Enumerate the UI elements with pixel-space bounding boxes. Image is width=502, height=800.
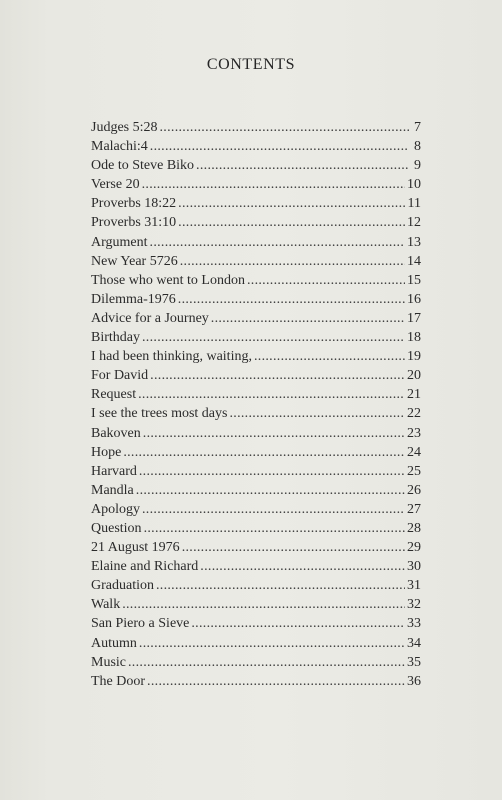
toc-entry-title: Birthday bbox=[91, 330, 140, 346]
toc-entry-title: Autumn bbox=[91, 635, 137, 651]
toc-entry-title: San Piero a Sieve bbox=[91, 616, 190, 632]
toc-entry-page-number: 28 bbox=[407, 520, 421, 536]
toc-entry-page-number: 32 bbox=[407, 597, 421, 613]
dot-leader bbox=[191, 614, 405, 633]
toc-entry-page-number: 30 bbox=[407, 559, 421, 575]
toc-entry-page-number: 24 bbox=[407, 444, 421, 460]
dot-leader bbox=[229, 404, 405, 423]
toc-entry bbox=[91, 194, 421, 213]
toc-entry-page-number: 27 bbox=[407, 501, 421, 517]
toc-entry-title: Harvard bbox=[91, 463, 137, 479]
toc-entry bbox=[91, 156, 421, 175]
toc-entry-title: Malachi:4 bbox=[91, 139, 148, 155]
toc-entry bbox=[91, 557, 421, 576]
toc-entry bbox=[91, 385, 421, 404]
dot-leader bbox=[150, 137, 409, 156]
toc-entry bbox=[91, 366, 421, 385]
toc-entry-title: I had been thinking, waiting, bbox=[91, 349, 252, 365]
toc-entry-title: Judges 5:28 bbox=[91, 120, 158, 135]
toc-entry-page-number: 7 bbox=[414, 120, 421, 135]
dot-leader bbox=[160, 118, 410, 137]
toc-entry bbox=[91, 309, 421, 328]
toc-entry bbox=[91, 213, 421, 232]
toc-entry bbox=[91, 595, 421, 614]
dot-leader bbox=[150, 366, 405, 385]
toc-entry-title: Mandla bbox=[91, 482, 134, 498]
toc-entry bbox=[91, 118, 421, 137]
dot-leader bbox=[196, 156, 409, 175]
toc-entry bbox=[91, 481, 421, 500]
toc-entry bbox=[91, 328, 421, 347]
toc-entry-page-number: 13 bbox=[407, 234, 421, 250]
toc-entry-page-number: 31 bbox=[407, 578, 421, 594]
dot-leader bbox=[142, 328, 405, 347]
toc-entry-title: Advice for a Journey bbox=[91, 310, 209, 326]
table-of-contents bbox=[91, 118, 421, 691]
dot-leader bbox=[123, 443, 405, 462]
toc-entry-page-number: 18 bbox=[407, 330, 421, 346]
toc-entry-page-number: 16 bbox=[407, 291, 421, 307]
toc-entry-title: Ode to Steve Biko bbox=[91, 158, 195, 174]
toc-entry-title: 21 August 1976 bbox=[91, 540, 180, 556]
toc-entry bbox=[91, 233, 421, 252]
dot-leader bbox=[178, 213, 405, 232]
toc-entry bbox=[91, 672, 421, 691]
toc-entry-title: Bakoven bbox=[91, 425, 141, 441]
toc-entry-page-number: 29 bbox=[407, 540, 421, 556]
toc-entry bbox=[91, 424, 421, 443]
toc-entry-page-number: 23 bbox=[407, 425, 421, 441]
toc-entry-title: The Door bbox=[91, 673, 146, 689]
toc-entry-page-number: 11 bbox=[407, 196, 421, 212]
toc-entry-page-number: 20 bbox=[407, 368, 421, 384]
dot-leader bbox=[200, 557, 405, 576]
toc-entry bbox=[91, 252, 421, 271]
dot-leader bbox=[128, 653, 405, 672]
toc-entry-page-number: 26 bbox=[407, 482, 421, 498]
contents-heading: CONTENTS bbox=[206, 56, 296, 73]
dot-leader bbox=[142, 500, 405, 519]
toc-entry-title: Verse 20 bbox=[91, 177, 140, 193]
toc-entry-title: Music bbox=[91, 654, 126, 670]
toc-entry-page-number: 22 bbox=[407, 406, 421, 422]
dot-leader bbox=[211, 309, 405, 328]
toc-entry-page-number: 17 bbox=[407, 310, 421, 326]
toc-entry-page-number: 21 bbox=[407, 387, 421, 403]
toc-entry bbox=[91, 290, 421, 309]
dot-leader bbox=[122, 595, 405, 614]
toc-entry bbox=[91, 462, 421, 481]
dot-leader bbox=[144, 519, 405, 538]
toc-entry bbox=[91, 653, 421, 672]
toc-entry bbox=[91, 576, 421, 595]
toc-entry-page-number: 33 bbox=[407, 616, 421, 632]
dot-leader bbox=[180, 252, 405, 271]
toc-entry-title: Apology bbox=[91, 501, 140, 517]
toc-entry bbox=[91, 443, 421, 462]
dot-leader bbox=[142, 175, 405, 194]
toc-entry-page-number: 15 bbox=[407, 272, 421, 288]
dot-leader bbox=[178, 290, 405, 309]
toc-entry bbox=[91, 519, 421, 538]
toc-entry-title: Elaine and Richard bbox=[91, 559, 199, 575]
toc-entry-page-number: 8 bbox=[414, 139, 421, 155]
toc-entry bbox=[91, 404, 421, 423]
toc-entry-page-number: 10 bbox=[407, 177, 421, 193]
toc-entry-page-number: 36 bbox=[407, 673, 421, 689]
toc-entry bbox=[91, 614, 421, 633]
dot-leader bbox=[178, 194, 405, 213]
toc-entry-title: I see the trees most days bbox=[91, 406, 228, 422]
toc-entry-title: Those who went to London bbox=[91, 272, 245, 288]
dot-leader bbox=[247, 271, 405, 290]
toc-entry bbox=[91, 137, 421, 156]
dot-leader bbox=[139, 634, 405, 653]
toc-entry-title: Hope bbox=[91, 444, 122, 460]
toc-entry bbox=[91, 271, 421, 290]
toc-entry-title: Proverbs 18:22 bbox=[91, 196, 177, 212]
dot-leader bbox=[182, 538, 405, 557]
toc-entry-title: New Year 5726 bbox=[91, 253, 178, 269]
toc-entry-page-number: 12 bbox=[407, 215, 421, 231]
toc-entry-page-number: 35 bbox=[407, 654, 421, 670]
dot-leader bbox=[143, 424, 405, 443]
toc-entry-title: Walk bbox=[91, 597, 121, 613]
toc-entry bbox=[91, 347, 421, 366]
toc-entry-page-number: 19 bbox=[407, 349, 421, 365]
toc-entry-page-number: 34 bbox=[407, 635, 421, 651]
toc-entry-title: Question bbox=[91, 520, 142, 536]
dot-leader bbox=[138, 385, 405, 404]
toc-entry bbox=[91, 175, 421, 194]
toc-entry bbox=[91, 634, 421, 653]
dot-leader bbox=[156, 576, 405, 595]
toc-entry-page-number: 14 bbox=[407, 253, 421, 269]
toc-entry-title: Graduation bbox=[91, 578, 154, 594]
toc-entry-title: For David bbox=[91, 368, 149, 384]
dot-leader bbox=[136, 481, 405, 500]
dot-leader bbox=[139, 462, 405, 481]
dot-leader bbox=[147, 672, 405, 691]
toc-entry bbox=[91, 538, 421, 557]
toc-entry-title: Proverbs 31:10 bbox=[91, 215, 177, 231]
toc-entry bbox=[91, 500, 421, 519]
toc-entry-title: Request bbox=[91, 387, 137, 403]
toc-entry-title: Dilemma-1976 bbox=[91, 291, 176, 307]
toc-entry-page-number: 25 bbox=[407, 463, 421, 479]
toc-entry-title: Argument bbox=[91, 234, 148, 250]
dot-leader bbox=[254, 347, 405, 366]
toc-entry-page-number: 9 bbox=[414, 158, 421, 174]
dot-leader bbox=[150, 233, 405, 252]
